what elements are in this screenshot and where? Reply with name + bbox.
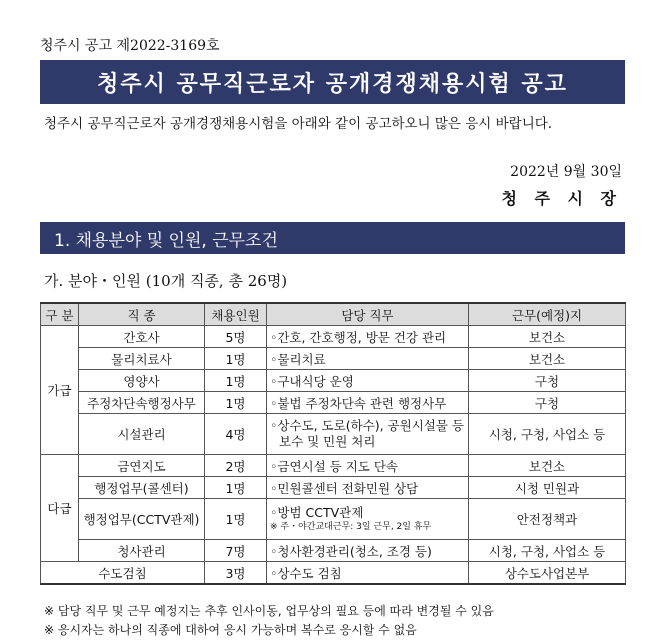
count-cell: 7명	[205, 540, 267, 562]
issuer: 청 주 시 장	[501, 189, 622, 208]
duty-cell: ◦간호, 간호행정, 방문 건강 관리	[267, 326, 469, 348]
recruitment-table	[40, 302, 626, 585]
job-cell: 금연지도	[79, 455, 205, 477]
table-row	[41, 414, 626, 455]
table-row	[41, 499, 626, 540]
duty-cell: ◦상수도 검침	[267, 562, 469, 585]
section-title: 1. 채용분야 및 인원, 근무조건	[40, 222, 625, 254]
job-cell: 청사관리	[79, 540, 205, 562]
table-row	[41, 370, 626, 392]
duty-cell	[267, 499, 469, 540]
table-row	[41, 348, 626, 370]
notice-date: 2022년 9월 30일	[510, 164, 622, 180]
duty-cell	[267, 414, 469, 455]
count-cell: 1명	[205, 392, 267, 414]
header-category: 구 분	[41, 303, 79, 326]
duty-cell: ◦금연시설 등 지도 단속	[267, 455, 469, 477]
job-cell: 영양사	[79, 370, 205, 392]
note-1: ※ 담당 직무 및 근무 예정지는 추후 인사이동, 업무상의 필요 등에 따라 변경될 수 있음	[44, 604, 494, 618]
location-cell: 보건소	[469, 455, 626, 477]
location-cell: 상수도사업본부	[469, 562, 626, 585]
duty-line: ◦상수도, 도로(하수), 공원시설물 등	[270, 418, 464, 433]
duty-line: ◦방범 CCTV관제	[270, 505, 364, 520]
job-cell: 시설관리	[79, 414, 205, 455]
table-header-row	[41, 303, 626, 326]
job-cell: 수도검침	[41, 562, 205, 585]
table-row	[41, 326, 626, 348]
job-cell: 물리치료사	[79, 348, 205, 370]
table-row	[41, 477, 626, 499]
header-location: 근무(예정)지	[469, 303, 626, 326]
count-cell: 2명	[205, 455, 267, 477]
count-cell: 1명	[205, 499, 267, 540]
table-row	[41, 392, 626, 414]
intro-text: 청주시 공무직근로자 공개경쟁채용시험을 아래와 같이 공고하오니 많은 응시 바랍니다.	[44, 116, 553, 132]
duty-cell: ◦구내식당 운영	[267, 370, 469, 392]
duty-cell: ◦물리치료	[267, 348, 469, 370]
location-cell: 구청	[469, 370, 626, 392]
note-2: ※ 응시자는 하나의 직종에 대하여 응시 가능하며 복수로 응시할 수 없음	[44, 623, 417, 637]
table-row	[41, 455, 626, 477]
count-cell: 1명	[205, 477, 267, 499]
duty-cell: ◦민원콜센터 전화민원 상담	[267, 477, 469, 499]
duty-cell: ◦청사환경관리(청소, 조경 등)	[267, 540, 469, 562]
job-cell: 간호사	[79, 326, 205, 348]
count-cell: 1명	[205, 348, 267, 370]
location-cell: 시청 민원과	[469, 477, 626, 499]
count-cell: 1명	[205, 370, 267, 392]
location-cell: 보건소	[469, 326, 626, 348]
duty-line-2: 보수 및 민원 처리	[279, 434, 376, 449]
location-cell: 구청	[469, 392, 626, 414]
page-title: 청주시 공무직근로자 공개경쟁채용시험 공고	[40, 60, 625, 104]
notice-number: 청주시 공고 제2022-3169호	[40, 38, 220, 54]
subsection-title: 가. 분야・인원 (10개 직종, 총 26명)	[44, 272, 288, 290]
header-count: 채용인원	[205, 303, 267, 326]
duty-cell: ◦불법 주정차단속 관련 행정사무	[267, 392, 469, 414]
group-label: 다급	[41, 455, 79, 562]
notes	[44, 602, 494, 640]
job-cell: 주정차단속행정사무	[79, 392, 205, 414]
location-cell: 시청, 구청, 사업소 등	[469, 540, 626, 562]
count-cell: 5명	[205, 326, 267, 348]
count-cell: 3명	[205, 562, 267, 585]
duty-note: ※ 주・야간교대근무: 3일 근무, 2일 휴무	[270, 522, 432, 532]
header-duty: 담당 직무	[267, 303, 469, 326]
count-cell: 4명	[205, 414, 267, 455]
group-label: 가급	[41, 326, 79, 455]
table-row	[41, 562, 626, 585]
location-cell: 보건소	[469, 348, 626, 370]
job-cell: 행정업무(CCTV관제)	[79, 499, 205, 540]
job-cell: 행정업무(콜센터)	[79, 477, 205, 499]
header-job: 직 종	[79, 303, 205, 326]
table-row	[41, 540, 626, 562]
location-cell: 안전정책과	[469, 499, 626, 540]
location-cell: 시청, 구청, 사업소 등	[469, 414, 626, 455]
